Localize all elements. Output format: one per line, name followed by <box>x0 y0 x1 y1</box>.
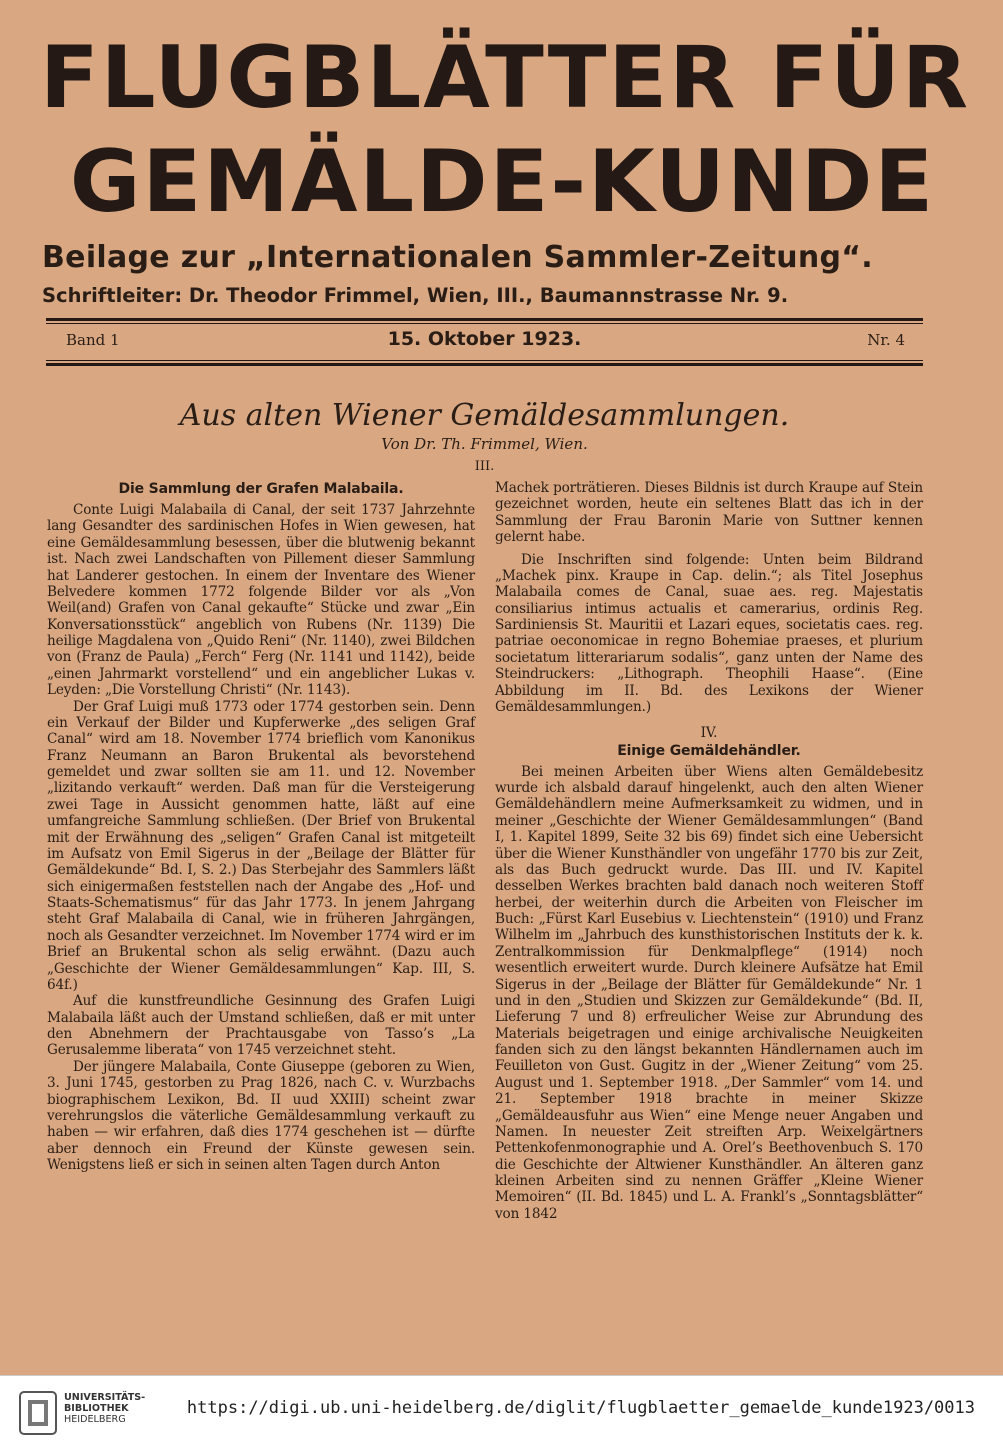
right-column <box>495 480 923 1222</box>
section-number: IV. <box>700 725 718 742</box>
right-paragraph: Die Inschriften sind folgende: Unten beim Bildrand „Machek pinx. Kraupe in Cap. delin.“; als Titel Josephus Malabaila comes de Canal, suae aes. reg. Majestatis consiliarius intimus actualis et camerarius, ordinis Reg. Sardiniensis St. Mauritii et Lazari eques, societatis caes. reg. patriae oeconomicae in regno Bohemiae praeses, et plurium societatum litterariarum sodalis“, ganz unten der Name des Steindruckers: „Lithograph. Theophili Haase“. (Eine Abbildung im II. Bd. des Lexikons der Wiener Gemäldesammlungen.) <box>495 551 923 715</box>
left-column-heading: Die Sammlung der Grafen Malabaila. <box>118 481 404 497</box>
masthead-editor: Schriftleiter: Dr. Theodor Frimmel, Wien, III., Baumannstrasse Nr. 9. <box>42 284 789 307</box>
library-line3: HEIDELBERG <box>64 1414 126 1425</box>
right-paragraph: Bei meinen Arbeiten über Wiens alten Gemäldebesitz wurde ich alsbald darauf hingelenkt, auch den alten Wiener Gemäldehändlern meine Aufmerksamkeit zu widmen, und in meiner „Geschichte der Wiener Gemäldesammlungen“ (Band I, 1. Kapitel 1899, Seite 32 bis 69) findet sich eine Uebersicht über die Wiener Kunsthändler von ungefähr 1770 bis zur Zeit, als das Buch gedruckt wurde. Das III. und IV. Kapitel desselben Werkes brachten bald danach noch weiteren Stoff herbei, der weiterhin durch die Arbeiten von Fleischer im Buch: „Fürst Karl Eusebius v. Liechtenstein“ (1910) und Franz Wilhelm im „Jahrbuch des kunsthistorischen Instituts der k. k. Zentralkommission für Denkmalpflege“ (1914) noch wesentlich erweitert wurde. Durch kleinere Aufsätze hat Emil Sigerus in der „Beilage der Blätter für Gemäldekunde“ Nr. 1 und in den „Studien und Skizzen zur Gemäldekunde“ (Bd. II, Lieferung 7 und 8) erfreulicher Weise zur Abrundung des Materials beigetragen und einige archivalische Neuigkeiten fanden sich zu den längst bekannten Händlernamen auch im Feuilleton von Gust. Gugitz in der „Wiener Zeitung“ vom 25. August und 1. September 1918. „Der Sammler“ vom 14. und 21. September 1918 brachte in meiner Skizze „Gemäldeausfuhr aus Wien“ eine Menge neuer Angaben und Namen. In neuester Zeit streiften Arp. Weixelgärtners Pettenkofenmonographie und A. Orel’s Beethovenbuch S. 170 die Geschichte der Altwiener Kunsthändler. An älteren ganz kleinen Arbeiten sind zu nennen Gräffer „Kleine Wiener Memoiren“ (II. Bd. 1845) und L. A. Frankl’s „Sonntagsblätter“ von 1842 <box>495 763 923 1222</box>
left-paragraph: Der Graf Luigi muß 1773 oder 1774 gestorben sein. Denn ein Verkauf der Bilder und Kupferwerke „des seligen Graf Canal“ wird am 18. November 1774 brieflich vom Kanonikus Franz Neumann an Baron Brukental als bevorstehend gemeldet und zwar sollten sie am 11. und 12. November „lizitando verkauft“ werden. Daß man für die Versteigerung zwei Tage in Aussicht genommen hatte, läßt auf eine umfangreiche Sammlung schließen. (Der Brief von Brukental mit der Erwähnung des „seligen“ Grafen Canal ist mitgeteilt im Aufsatz von Emil Sigerus in der „Beilage der Blätter für Gemäldekunde“ Bd. I, S. 2.) Das Sterbejahr des Sammlers läßt sich einigermaßen feststellen nach der Angabe des „Hof- und Staats-Schematismus“ für das Jahr 1773. In jenem Jahrgang steht Graf Malabaila di Canal, wie in früheren Jahrgängen, noch als Gesandter verzeichnet. Im November 1774 wird er im Brief an Brukental schon als selig erwähnt. (Dazu auch „Geschichte der Wiener Gemäldesammlungen“ Kap. III, S. 64f.) <box>47 698 475 993</box>
left-paragraph: Der jüngere Malabaila, Conte Giuseppe (geboren zu Wien, 3. Juni 1745, gestorben zu Prag 1826, nach C. v. Wurzbachs biographischem Lexikon, Bd. II uud XXIII) scheint zwar verehrungslos die väterliche Gemäldesammlung verkauft zu haben — wir erfahren, daß dies 1774 geschehen ist — dürfte aber dennoch ein Freund der Künste gewesen sein. Wenigstens ließ er sich in seinen alten Tagen durch Anton <box>47 1058 475 1173</box>
university-seal-icon <box>18 1390 58 1436</box>
issue-number: Nr. 4 <box>867 331 905 349</box>
issue-info-row <box>46 328 923 356</box>
article-title: Aus alten Wiener Gemäldesammlungen. <box>179 398 790 433</box>
bottom-rule-thick <box>46 363 923 366</box>
left-paragraph: Conte Luigi Malabaila di Canal, der seit 1737 Jahrzehnte lang Gesandter des sardinischen Hofes in Wien gewesen, hat eine Gemäldesammlung besessen, über die blutwenig bekannt ist. Nach zwei Landschaften von Pillement dieser Sammlung hat Landerer gestochen. In einem der Inventare des Wiener Belvedere kommen 1772 folgende Bilder vor als „Von Weil(and) Grafen von Canal gekaufte“ Stücke und zwar „Ein Konversationsstück“ angeblich von Rubens (Nr. 1139) Die heilige Magdalena von „Quido Reni“ (Nr. 1140), zwei Bildchen von (Franz de Paula) „Ferch“ Ferg (Nr. 1141 und 1142), beide „einen Jahrmarkt vorstellend“ und ein angeblicher Lukas v. Leyden: „Die Vorstellung Christi“ (Nr. 1143). <box>47 502 475 699</box>
masthead-title-line2: GEMÄLDE-KUNDE <box>69 132 936 232</box>
left-column <box>47 480 475 1173</box>
article-byline: Von Dr. Th. Frimmel, Wien. <box>381 435 588 453</box>
article-part-number: III. <box>474 459 495 474</box>
library-line2: BIBLIOTHEK <box>64 1403 129 1414</box>
masthead-title-line1: FLUGBLÄTTER FÜR <box>40 28 971 128</box>
issue-volume: Band 1 <box>66 331 120 349</box>
right-paragraph: Machek porträtieren. Dieses Bildnis ist durch Kraupe auf Stein gezeichnet worden, heute ein seltenes Blatt das ich in der Sammlung der Frau Baronin Marie von Suttner kennen gelernt habe. <box>495 480 923 546</box>
top-rule-thin <box>46 323 923 324</box>
library-logo-text <box>64 1392 145 1425</box>
library-line1: UNIVERSITÄTS- <box>64 1392 146 1403</box>
issue-date: 15. Oktober 1923. <box>387 328 582 350</box>
viewer-footer <box>0 1375 1003 1451</box>
masthead-subtitle: Beilage zur „Internationalen Sammler-Zeitung“. <box>42 240 874 275</box>
right-column-heading: Einige Gemäldehändler. <box>617 742 801 759</box>
left-paragraph: Auf die kunstfreundliche Gesinnung des Grafen Luigi Malabaila läßt auch der Umstand schließen, daß er mit unter den Abnehmern der Prachtausgabe von Tasso’s „La Gerusalemme liberata“ von 1745 verzeichnet steht. <box>47 993 475 1059</box>
bottom-rule-thin <box>46 360 923 361</box>
top-rule-thick <box>46 318 923 321</box>
page-url-link[interactable]: https://digi.ub.uni-heidelberg.de/diglit/flugblaetter_gemaelde_kunde1923/0013 <box>186 1398 975 1418</box>
